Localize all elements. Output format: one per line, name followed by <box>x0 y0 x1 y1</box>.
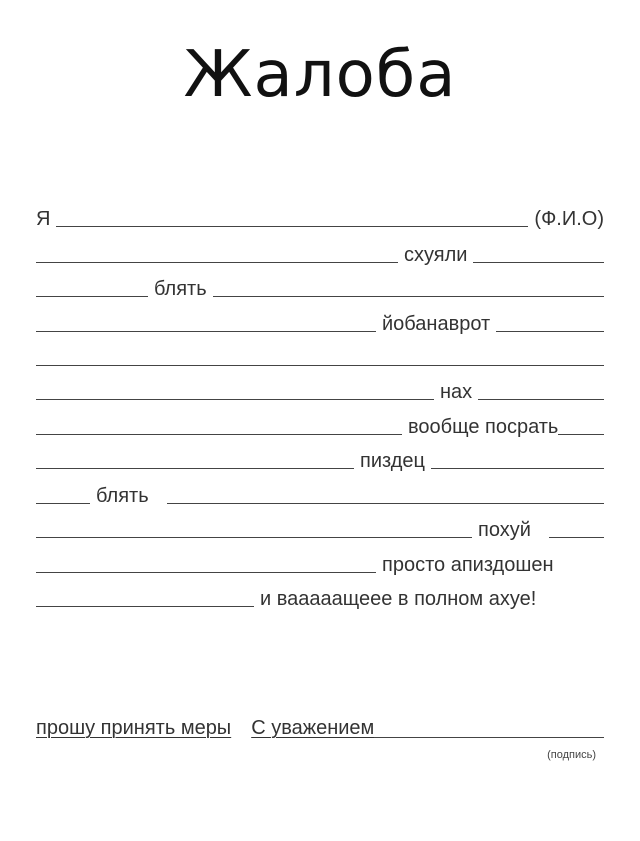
blank-line[interactable] <box>36 399 434 400</box>
blank-line[interactable] <box>36 572 376 573</box>
form-row-3 <box>36 274 604 300</box>
row-text: схуяли <box>404 244 468 266</box>
blank-line[interactable] <box>478 399 604 400</box>
blank-line[interactable] <box>36 434 402 435</box>
row-text: просто апиздошен <box>382 554 554 576</box>
blank-line[interactable] <box>213 296 604 297</box>
row-text: йобанаврот <box>382 313 491 335</box>
blank-line[interactable] <box>431 468 604 469</box>
form-row-2 <box>36 240 604 266</box>
form-row-9 <box>36 481 604 507</box>
row-text: пиздец <box>360 450 425 472</box>
form-row-12 <box>36 584 604 610</box>
row-text: и вааааащеее в полном ахуе! <box>260 588 537 610</box>
blank-line[interactable] <box>473 262 604 263</box>
fio-label: (Ф.И.О) <box>534 208 604 230</box>
blank-line[interactable] <box>36 331 376 332</box>
form-row-5 <box>36 343 604 369</box>
signature-label: (подпись) <box>547 749 596 761</box>
blank-line[interactable] <box>36 365 604 366</box>
name-blank-line[interactable] <box>56 226 528 227</box>
form-row-4 <box>36 309 604 335</box>
signature-line[interactable] <box>374 737 604 738</box>
form-row-name <box>36 204 604 230</box>
row-text: вообще посрать <box>408 416 559 438</box>
row-text: нах <box>440 381 473 403</box>
blank-line[interactable] <box>36 503 90 504</box>
blank-line[interactable] <box>549 537 604 538</box>
row-text: блять <box>154 278 207 300</box>
blank-line[interactable] <box>558 434 604 435</box>
page-title: Жалоба <box>183 38 457 112</box>
footer-row <box>36 712 604 740</box>
blank-line[interactable] <box>36 468 354 469</box>
blank-line[interactable] <box>167 503 604 504</box>
row-text: блять <box>96 485 149 507</box>
form-row-11 <box>36 550 604 576</box>
blank-line[interactable] <box>36 606 254 607</box>
regards-text: С уважением <box>251 717 375 739</box>
pronoun-label: Я <box>36 208 51 230</box>
blank-line[interactable] <box>36 537 472 538</box>
request-text: прошу принять меры <box>36 717 232 739</box>
blank-line[interactable] <box>36 296 148 297</box>
form-row-6 <box>36 377 604 403</box>
form-row-8 <box>36 446 604 472</box>
blank-line[interactable] <box>36 262 398 263</box>
form-row-10 <box>36 515 604 541</box>
form-row-7 <box>36 412 604 438</box>
row-text: похуй <box>478 519 531 541</box>
blank-line[interactable] <box>496 331 604 332</box>
